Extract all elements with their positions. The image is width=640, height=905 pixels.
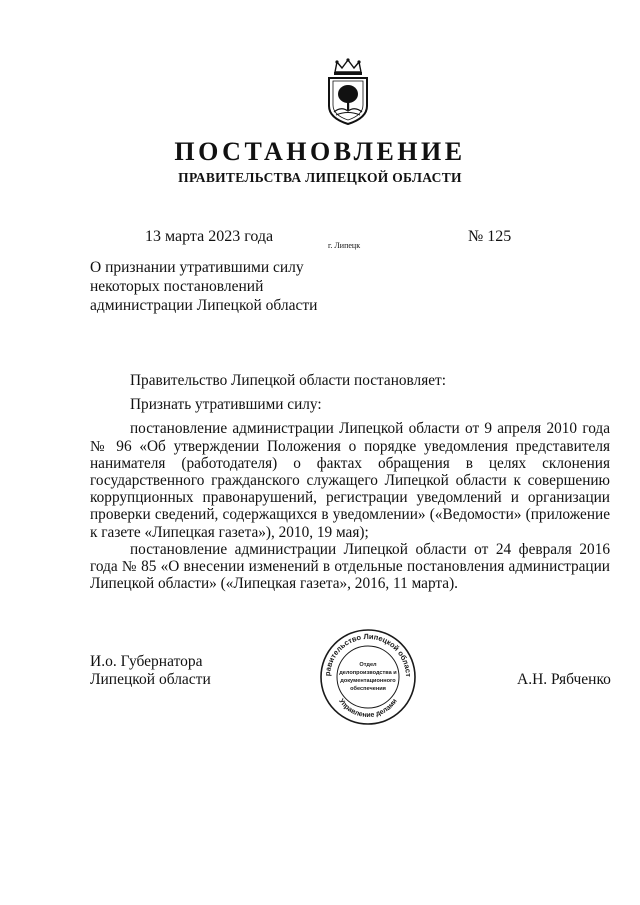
stamp-outer-text: равительство Липецкой област <box>322 631 414 678</box>
stamp-bottom-text: Управление делами <box>337 697 399 720</box>
document-number: № 125 <box>468 228 512 245</box>
document-body <box>90 372 610 592</box>
stamp-inner-line: делопроизводства и <box>339 670 397 676</box>
document-city: г. Липецк <box>328 241 361 250</box>
subject-line: О признании утратившими силу <box>90 259 304 276</box>
signatory-position-line: И.о. Губернатора <box>90 653 203 670</box>
signatory-name: А.Н. Рябченко <box>517 671 611 688</box>
subject-line: некоторых постановлений <box>90 278 264 295</box>
body-paragraph: постановление администрации Липецкой области от 9 апреля 2010 года № 96 «Об утверждении Положения о порядке уведомления представителя нанимателя (работодателя) о фактах обращения в целях склонения государственного гражданского служащего Липецкой области к совершению коррупционных правонарушений, регистрации уведомлений и организации проверки сведений, содержащихся в уведомлении» («Ведомости» (приложение к газете «Липецкая газета»), 2010, 19 мая); <box>90 420 610 541</box>
stamp-inner-line: обеспечения <box>350 686 386 692</box>
document-title: ПОСТАНОВЛЕНИЕ <box>174 137 466 166</box>
stamp-inner-line: Отдел <box>359 662 377 668</box>
body-paragraph: постановление администрации Липецкой области от 24 февраля 2016 года № 85 «О внесении изменений в отдельные постановления администрации Липецкой области» («Липецкая газета», 2016, 11 марта). <box>90 540 610 593</box>
document-subtitle: ПРАВИТЕЛЬСТВА ЛИПЕЦКОЙ ОБЛАСТИ <box>178 170 462 185</box>
signatory-position-line: Липецкой области <box>90 671 211 688</box>
body-paragraph: Признать утратившими силу: <box>130 396 322 414</box>
signatory-position <box>90 653 211 689</box>
document-subject <box>90 258 317 315</box>
stamp-inner-line: документационного <box>340 678 396 684</box>
lipetsk-coat-of-arms-icon <box>323 58 373 126</box>
subject-line: администрации Липецкой области <box>90 297 318 314</box>
official-stamp <box>318 627 418 727</box>
document-date: 13 марта 2023 года <box>145 228 274 245</box>
body-paragraph: Правительство Липецкой области постановляет: <box>130 372 446 389</box>
